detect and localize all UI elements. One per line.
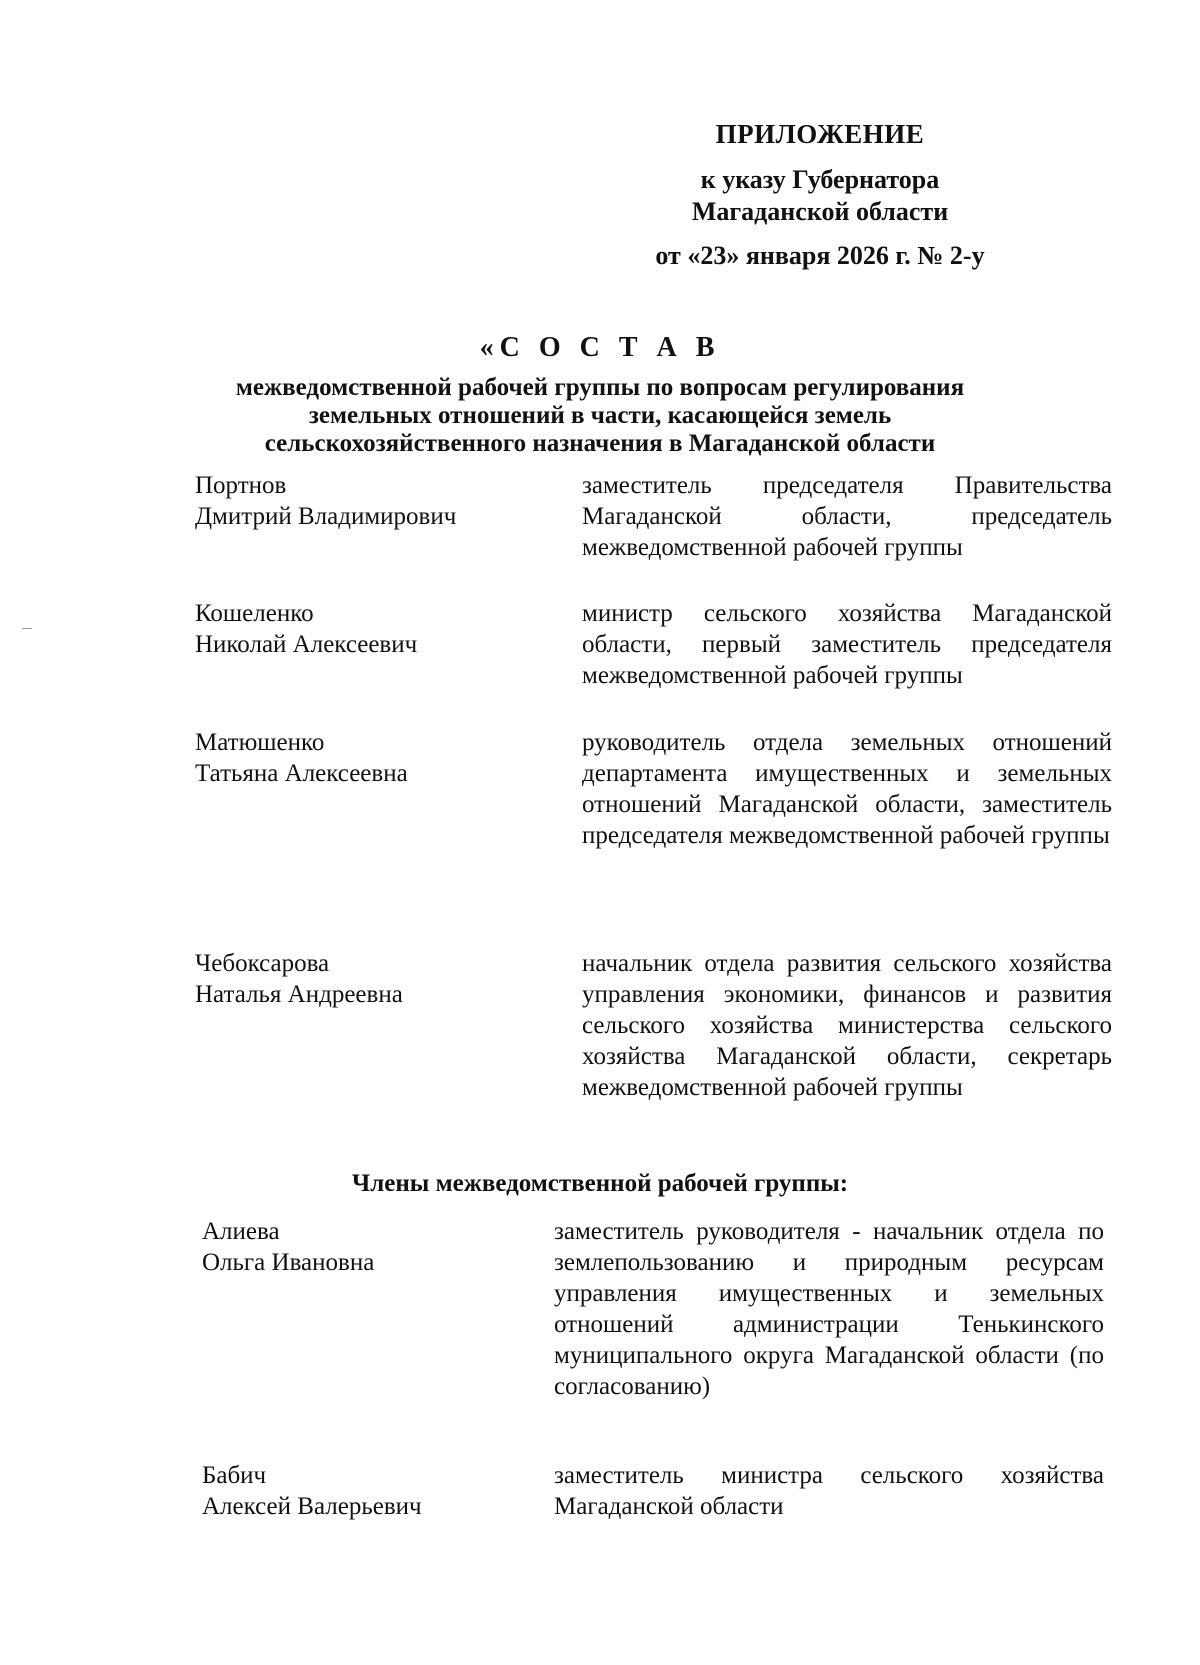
scan-margin-mark [22,628,32,629]
member-role: заместитель председателя Правительства Магаданской области, председатель межведомственной рабочей группы [582,472,1112,561]
member-surname: Портнов [195,472,287,499]
member-role: заместитель министра сельского хозяйства Магаданской области [554,1462,1104,1520]
member-role: заместитель руководителя - начальник отдела по землепользованию и природным ресурсам управления имущественных и земельных отношений администрации Тенькинского муниципального округа Магаданской области (по согласованию) [554,1218,1104,1400]
member-surname: Матюшенко [195,729,325,756]
member-role: министр сельского хозяйства Магаданской области, первый заместитель председателя межведомственной рабочей группы [582,600,1112,689]
annex-decree-line: к указу Губернатора [700,165,940,194]
member-surname: Кошеленко [195,600,314,627]
member-surname: Бабич [202,1462,267,1489]
annex-date: от «23» января 2026 г. № 2-у [655,241,985,270]
annex-title: ПРИЛОЖЕНИЕ [715,119,925,149]
member-given-name: Ольга Ивановна [202,1249,375,1276]
member-given-name: Дмитрий Владимирович [195,503,457,530]
member-surname: Алиева [202,1218,280,1245]
member-given-name: Николай Алексеевич [195,631,418,658]
member-given-name: Наталья Андреевна [195,981,403,1008]
annex-region-line: Магаданской области [691,197,949,226]
composition-subtitle-line: межведомственной рабочей группы по вопросам регулирования [235,374,965,401]
member-surname: Чебоксарова [195,950,330,977]
member-given-name: Алексей Валерьевич [202,1493,422,1520]
composition-subtitle-line: сельскохозяйственного назначения в Магаданской области [264,430,936,457]
member-role: руководитель отдела земельных отношений департамента имущественных и земельных отношений Магаданской области, заместитель председателя межведомственной рабочей группы [582,729,1112,849]
member-role: начальник отдела развития сельского хозяйства управления экономики, финансов и развития сельского хозяйства министерства сельского хозяйства Магаданской области, секретарь межведомственной рабочей группы [582,950,1112,1101]
composition-subtitle-line: земельных отношений в части, касающейся земель [308,402,892,429]
members-heading: Члены межведомственной рабочей группы: [351,1170,849,1197]
member-given-name: Татьяна Алексеевна [195,760,408,787]
composition-title: «С О С Т А В [479,332,721,363]
